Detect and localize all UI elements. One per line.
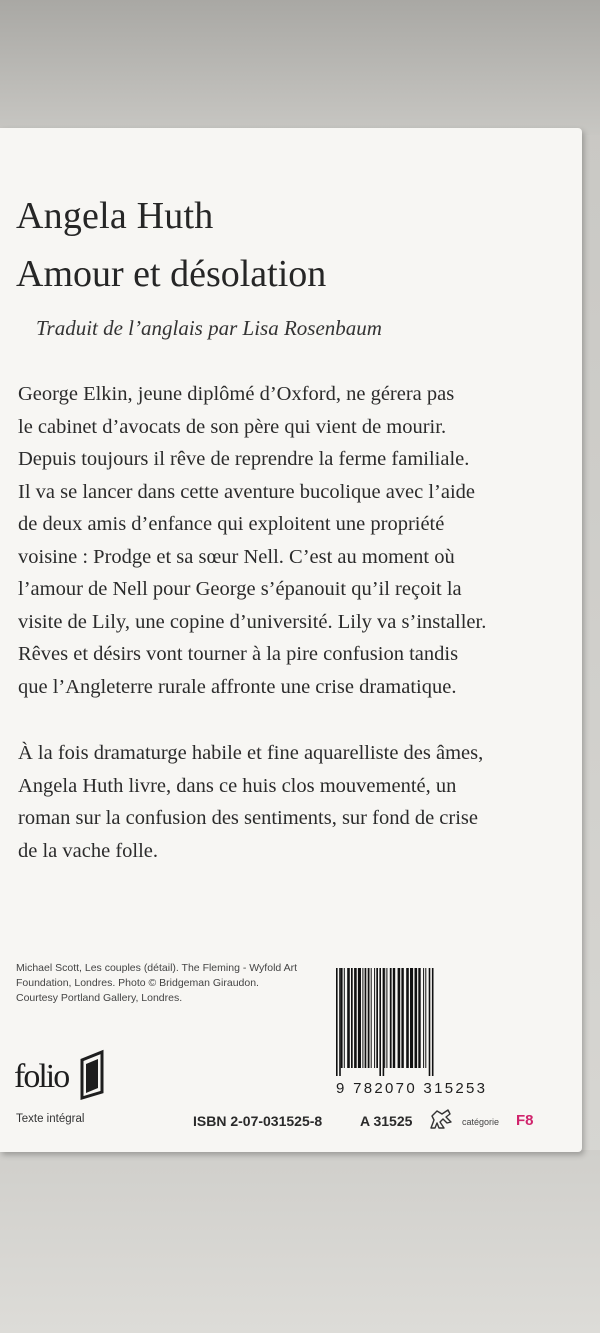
book-back-cover [0,128,582,1152]
catalog-code: A 31525 [360,1113,413,1129]
folio-wordmark: folio [14,1058,69,1095]
summary-line: le cabinet d’avocats de son père qui vient de mourir. [18,415,447,438]
background-wall [0,0,600,135]
folio-frame-icon [14,1048,114,1102]
credit-line: Foundation, Londres. Photo © Bridgeman Giraudon. [16,977,259,989]
review-line: Angela Huth livre, dans ce huis clos mouvementé, un [18,774,457,797]
cover-art-credit [16,961,326,1006]
barcode [330,968,518,1076]
credit-line: Michael Scott, Les couples (détail). The Fleming - Wyfold Art [16,962,297,974]
category-label: catégorie [462,1117,500,1127]
summary-line: de deux amis d’enfance qui exploitent une propriété [18,513,445,535]
category-code: F8 [516,1112,534,1129]
credit-line: Courtesy Portland Gallery, Londres. [16,992,183,1004]
summary-line: voisine : Prodge et sa sœur Nell. C’est au moment où [18,545,455,568]
review-line: À la fois dramaturge habile et fine aquarelliste des âmes, [18,742,484,764]
summary-line: Il va se lancer dans cette aventure bucolique avec l’aide [18,480,476,503]
review-line: roman sur la confusion des sentiments, sur fond de crise [18,807,479,829]
edition-note: Texte intégral [16,1113,85,1125]
summary-line: Depuis toujours il rêve de reprendre la ferme familiale. [18,448,470,470]
isbn-number: ISBN 2-07-031525-8 [193,1113,323,1129]
background-table [0,1150,600,1333]
review-line: de la vache folle. [18,839,159,862]
book-title: Amour et désolation [16,253,327,295]
folio-logo-icon [14,1048,114,1102]
review-paragraph [18,737,574,867]
summary-line: George Elkin, jeune diplômé d’Oxford, ne gérera pas [18,383,455,405]
author-name: Angela Huth [16,195,214,237]
translator-credit: Traduit de l’anglais par Lisa Rosenbaum [36,316,382,340]
barcode-digits: 9 782070 315253 [336,1080,488,1097]
summary-line: visite de Lily, une copine d’université. Lily va s’installer. [18,610,487,633]
summary-line: que l’Angleterre rurale affronte une crise dramatique. [18,675,457,698]
summary-line: l’amour de Nell pour George s’épanouit qu’il reçoit la [18,578,462,600]
summary-line: Rêves et désirs vont tourner à la pire confusion tandis [18,643,459,665]
horse-head-icon [428,1108,454,1130]
summary-paragraph [18,378,574,703]
